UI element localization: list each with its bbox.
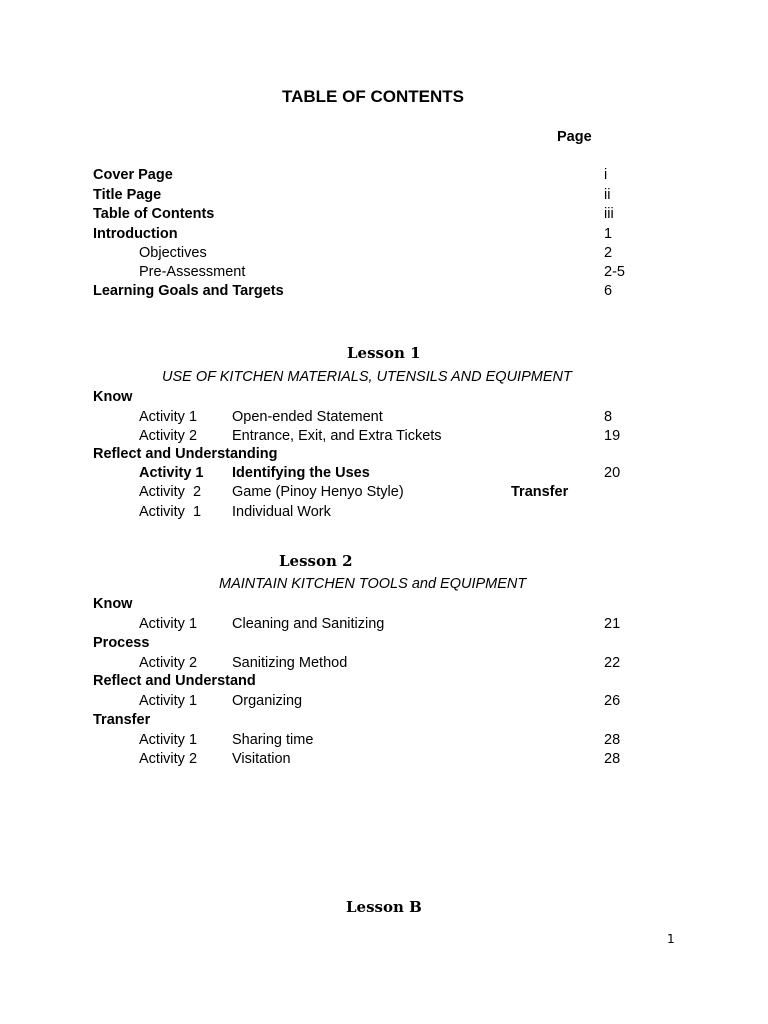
lesson-2-heading: Lesson 2: [279, 552, 353, 570]
toc-subentry-label: Objectives: [139, 245, 207, 261]
lesson-1-subtitle: USE OF KITCHEN MATERIALS, UTENSILS AND EQUIPMENT: [162, 369, 572, 385]
activity-page: 22: [604, 655, 621, 671]
activity-title: Organizing: [232, 693, 303, 709]
toc-entry-page: 1: [604, 226, 613, 242]
activity-title: Entrance, Exit, and Extra Tickets: [232, 428, 442, 444]
section-process: Process: [93, 635, 150, 651]
section-transfer: Transfer: [511, 484, 569, 500]
activity-page: 8: [604, 409, 613, 425]
activity-number: Activity 2: [139, 428, 198, 444]
toc-subentry-label: Pre-Assessment: [139, 264, 246, 280]
toc-entry-page: 6: [604, 283, 613, 299]
activity-number: Activity 1: [139, 465, 204, 481]
activity-number: Activity 1: [139, 616, 198, 632]
activity-title: Identifying the Uses: [232, 465, 370, 481]
lesson-2-subtitle: MAINTAIN KITCHEN TOOLS and EQUIPMENT: [219, 576, 527, 592]
footer-page-number: 1: [667, 932, 675, 946]
activity-number: Activity 1: [139, 693, 198, 709]
section-transfer: Transfer: [93, 712, 151, 728]
toc-entry-label: Learning Goals and Targets: [93, 283, 284, 299]
section-reflect: Reflect and Understanding: [93, 446, 278, 462]
activity-title: Sanitizing Method: [232, 655, 348, 671]
toc-entry-label: Title Page: [93, 187, 162, 203]
activity-title: Game (Pinoy Henyo Style): [232, 484, 404, 500]
activity-title: Cleaning and Sanitizing: [232, 616, 385, 632]
activity-number: Activity 1: [139, 732, 198, 748]
activity-page: 21: [604, 616, 621, 632]
activity-number: Activity 1: [139, 504, 202, 520]
activity-title: Open-ended Statement: [232, 409, 383, 425]
activity-page: 26: [604, 693, 621, 709]
activity-title: Visitation: [232, 751, 291, 767]
toc-entry-page: iii: [604, 206, 614, 222]
activity-page: 19: [604, 428, 621, 444]
activity-number: Activity 1: [139, 409, 198, 425]
activity-number: Activity 2: [139, 751, 198, 767]
lesson-3-heading: Lesson B: [346, 898, 422, 916]
toc-entry-label: Introduction: [93, 226, 178, 242]
toc-entry-page: ii: [604, 187, 611, 203]
page-column-header: Page: [557, 129, 592, 145]
activity-number: Activity 2: [139, 484, 202, 500]
section-reflect: Reflect and Understand: [93, 673, 256, 689]
lesson-1-heading: Lesson 1: [347, 344, 421, 362]
page-title: TABLE OF CONTENTS: [282, 87, 464, 106]
toc-entry-label: Cover Page: [93, 167, 173, 183]
section-know: Know: [93, 389, 133, 405]
activity-page: 28: [604, 751, 621, 767]
activity-number: Activity 2: [139, 655, 198, 671]
toc-entry-label: Table of Contents: [93, 206, 215, 222]
activity-page: 28: [604, 732, 621, 748]
activity-page: 20: [604, 465, 621, 481]
activity-title: Individual Work: [232, 504, 331, 520]
toc-entry-page: i: [604, 167, 608, 183]
activity-title: Sharing time: [232, 732, 314, 748]
toc-entry-page: 2: [604, 245, 613, 261]
section-know: Know: [93, 596, 133, 612]
toc-entry-page: 2-5: [604, 264, 625, 280]
